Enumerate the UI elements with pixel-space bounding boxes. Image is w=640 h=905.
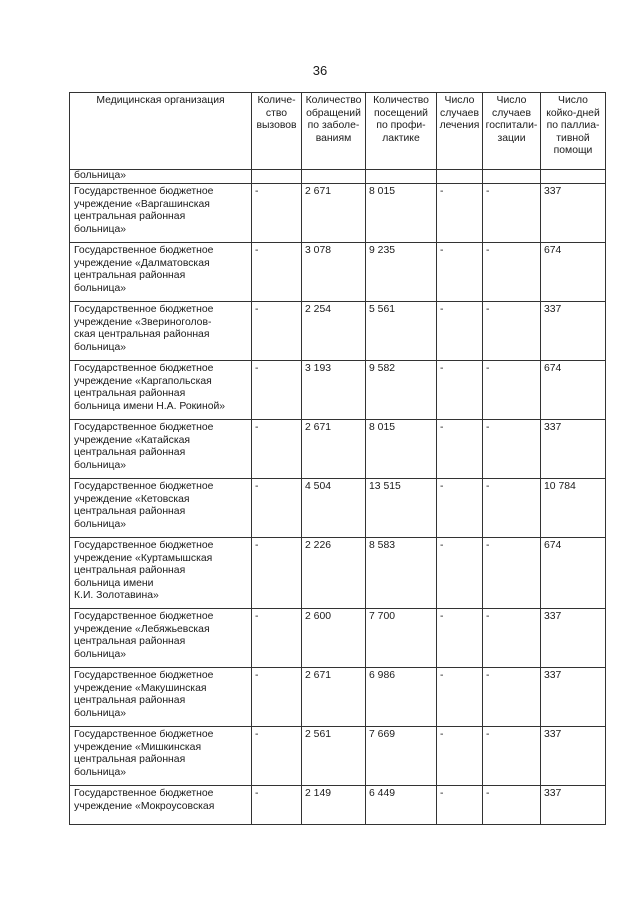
visits-cell [366,170,437,184]
appeals-cell [302,170,366,184]
page-number: 36 [312,63,328,78]
table-row [70,727,606,786]
hospital-cell: - [483,243,541,302]
table-row [70,361,606,420]
treatment-cell: - [437,668,483,727]
treatment-cell: - [437,302,483,361]
appeals-cell: 3 193 [302,361,366,420]
organization-cell: Государственное бюджетное учреждение «Лебяжьевская центральная районная больница» [70,609,252,668]
organization-cell: больница» [70,170,252,184]
calls-cell [252,170,302,184]
hospital-cell: - [483,668,541,727]
calls-cell: - [252,361,302,420]
visits-cell: 8 015 [366,420,437,479]
organization-cell: Государственное бюджетное учреждение «Звериноголов- ская центральная районная больница» [70,302,252,361]
treatment-cell: - [437,479,483,538]
treatment-cell: - [437,786,483,825]
appeals-cell: 2 561 [302,727,366,786]
visits-cell: 8 015 [366,184,437,243]
treatment-cell [437,170,483,184]
palliative-cell: 337 [541,609,606,668]
hospital-cell: - [483,479,541,538]
organization-cell: Государственное бюджетное учреждение «Мокроусовская [70,786,252,825]
appeals-cell: 2 671 [302,420,366,479]
palliative-cell: 674 [541,243,606,302]
appeals-cell: 2 671 [302,184,366,243]
header-preventive-visits: Количество посещений по профи- лактике [366,93,437,170]
table-row [70,786,606,825]
visits-cell: 7 700 [366,609,437,668]
palliative-cell: 674 [541,361,606,420]
palliative-cell: 337 [541,668,606,727]
appeals-cell: 3 078 [302,243,366,302]
appeals-cell: 4 504 [302,479,366,538]
treatment-cell: - [437,361,483,420]
header-hospitalization-cases: Число случаев госпитали- зации [483,93,541,170]
hospital-cell: - [483,538,541,609]
treatment-cell: - [437,243,483,302]
appeals-cell: 2 149 [302,786,366,825]
calls-cell: - [252,786,302,825]
calls-cell: - [252,538,302,609]
table-row [70,243,606,302]
appeals-cell: 2 254 [302,302,366,361]
header-organization: Медицинская организация [70,93,252,170]
treatment-cell: - [437,538,483,609]
visits-cell: 6 449 [366,786,437,825]
hospital-cell: - [483,302,541,361]
calls-cell: - [252,302,302,361]
treatment-cell: - [437,609,483,668]
table-row [70,170,606,184]
palliative-cell [541,170,606,184]
appeals-cell: 2 600 [302,609,366,668]
table-row [70,668,606,727]
calls-cell: - [252,727,302,786]
table-row [70,302,606,361]
table-row [70,479,606,538]
visits-cell: 9 582 [366,361,437,420]
calls-cell: - [252,243,302,302]
appeals-cell: 2 671 [302,668,366,727]
visits-cell: 7 669 [366,727,437,786]
palliative-cell: 674 [541,538,606,609]
organization-cell: Государственное бюджетное учреждение «Катайская центральная районная больница» [70,420,252,479]
calls-cell: - [252,420,302,479]
hospital-cell: - [483,420,541,479]
calls-cell: - [252,184,302,243]
header-treatment-cases: Число случаев лечения [437,93,483,170]
appeals-cell: 2 226 [302,538,366,609]
treatment-cell: - [437,184,483,243]
hospital-cell: - [483,361,541,420]
calls-cell: - [252,668,302,727]
palliative-cell: 10 784 [541,479,606,538]
hospital-cell: - [483,786,541,825]
organization-cell: Государственное бюджетное учреждение «Варгашинская центральная районная больница» [70,184,252,243]
table-row [70,420,606,479]
visits-cell: 6 986 [366,668,437,727]
header-palliative-bed-days: Число койко-дней по паллиа- тивной помощи [541,93,606,170]
visits-cell: 13 515 [366,479,437,538]
hospital-cell [483,170,541,184]
palliative-cell: 337 [541,184,606,243]
medical-organizations-table [69,92,606,825]
header-appeals: Количество обращений по заболе- ваниям [302,93,366,170]
table-row [70,609,606,668]
hospital-cell: - [483,184,541,243]
table-row [70,538,606,609]
treatment-cell: - [437,727,483,786]
table-row [70,184,606,243]
hospital-cell: - [483,727,541,786]
calls-cell: - [252,479,302,538]
organization-cell: Государственное бюджетное учреждение «Кетовская центральная районная больница» [70,479,252,538]
palliative-cell: 337 [541,727,606,786]
organization-cell: Государственное бюджетное учреждение «Каргапольская центральная районная больница имени Н.А. Рокиной» [70,361,252,420]
palliative-cell: 337 [541,302,606,361]
visits-cell: 9 235 [366,243,437,302]
organization-cell: Государственное бюджетное учреждение «Далматовская центральная районная больница» [70,243,252,302]
organization-cell: Государственное бюджетное учреждение «Куртамышская центральная районная больница имени К.И. Золотавина» [70,538,252,609]
header-calls: Количе- ство вызовов [252,93,302,170]
hospital-cell: - [483,609,541,668]
organization-cell: Государственное бюджетное учреждение «Макушинская центральная районная больница» [70,668,252,727]
organization-cell: Государственное бюджетное учреждение «Мишкинская центральная районная больница» [70,727,252,786]
table-header-row [70,93,606,170]
calls-cell: - [252,609,302,668]
visits-cell: 5 561 [366,302,437,361]
visits-cell: 8 583 [366,538,437,609]
treatment-cell: - [437,420,483,479]
palliative-cell: 337 [541,786,606,825]
palliative-cell: 337 [541,420,606,479]
